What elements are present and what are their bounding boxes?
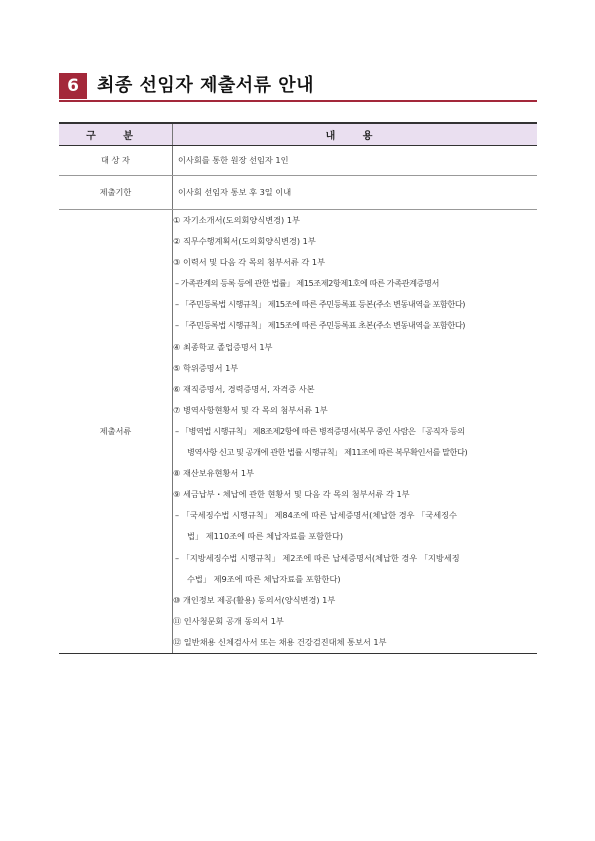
table-row bbox=[59, 146, 537, 176]
header-category: 구 분 bbox=[59, 123, 173, 146]
row-label-target: 대 상 자 bbox=[59, 146, 173, 176]
document-item: – 「주민등록법 시행규칙」 제15조에 따른 주민등록표 초본(주소 변동내역을 포함한다) bbox=[175, 320, 466, 331]
document-item: – 가족관계의 등록 등에 관한 법률」 제15조제2항제1호에 따른 가족관계증명서 bbox=[175, 278, 439, 289]
row-value-target: 이사회를 통한 원장 선임자 1인 bbox=[173, 146, 538, 176]
row-label-documents: 제출서류 bbox=[59, 210, 173, 654]
document-item: ⑥ 재직증명서, 경력증명서, 자격증 사본 bbox=[173, 383, 315, 394]
row-label-deadline: 제출기한 bbox=[59, 176, 173, 210]
documents-list bbox=[173, 210, 538, 654]
header-content: 내 용 bbox=[173, 123, 538, 146]
document-item: – 「병역법 시행규칙」 제8조제2항에 따른 병적증명서(복무 중인 사람은 「공직자 등의 bbox=[175, 425, 465, 436]
document-item: ⑨ 세금납부・체납에 관한 현황서 및 다음 각 목의 첨부서류 각 1부 bbox=[173, 489, 410, 500]
document-item: 법」 제110조에 따른 체납자료를 포함한다) bbox=[187, 531, 344, 542]
document-item: ⑫ 일반채용 신체검사서 또는 채용 건강검진대체 통보서 1부 bbox=[173, 636, 387, 647]
document-item: ③ 이력서 및 다음 각 목의 첨부서류 각 1부 bbox=[173, 257, 326, 268]
document-item: ④ 최종학교 졸업증명서 1부 bbox=[173, 341, 273, 352]
document-item: – 「지방세징수법 시행규칙」 제2조에 따른 납세증명서(체납한 경우 「지방세징 bbox=[175, 552, 460, 563]
document-item: 병역사항 신고 및 공개에 관한 법률 시행규칙」 제11조에 따른 복무확인서를 말한다) bbox=[187, 447, 468, 458]
submission-table bbox=[59, 122, 537, 654]
document-item: ⑤ 학위증명서 1부 bbox=[173, 362, 239, 373]
table-row bbox=[59, 176, 537, 210]
document-item: ⑦ 병역사항현황서 및 각 목의 첨부서류 1부 bbox=[173, 404, 328, 415]
document-item: – 「국세징수법 시행규칙」 제84조에 따른 납세증명서(체납한 경우 「국세징수 bbox=[175, 510, 457, 521]
section-heading bbox=[59, 71, 537, 101]
document-item: 수법」 제9조에 따른 체납자료를 포함한다) bbox=[187, 573, 341, 584]
document-item: – 「주민등록법 시행규칙」 제15조에 따른 주민등록표 등본(주소 변동내역을 포함한다) bbox=[175, 299, 466, 310]
document-item: ⑩ 개인정보 제공(활용) 동의서(양식변경) 1부 bbox=[173, 594, 336, 605]
table-row bbox=[59, 210, 537, 654]
section-title: 최종 선임자 제출서류 안내 bbox=[97, 75, 315, 96]
document-item: ⑧ 재산보유현황서 1부 bbox=[173, 468, 255, 479]
section-number: 6 bbox=[59, 73, 87, 99]
document-item: ⑪ 인사청문회 공개 동의서 1부 bbox=[173, 615, 284, 626]
document-item: ① 자기소개서(도의회양식변경) 1부 bbox=[173, 215, 300, 225]
table-header-row bbox=[59, 123, 537, 146]
row-value-deadline: 이사회 선임자 통보 후 3일 이내 bbox=[173, 176, 538, 210]
document-item: ② 직무수행계획서(도의회양식변경) 1부 bbox=[173, 236, 316, 247]
heading-rule bbox=[59, 100, 537, 102]
